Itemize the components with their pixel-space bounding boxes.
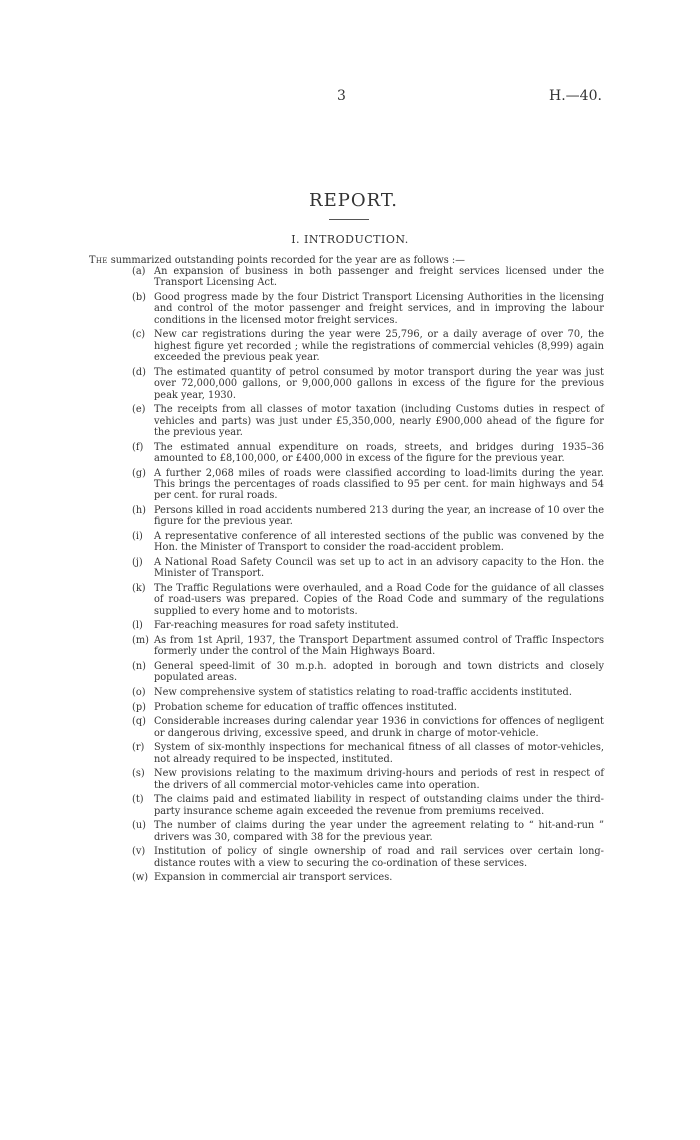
list-item-text: Probation scheme for education of traffic offences instituted. <box>154 701 458 713</box>
list-item <box>132 266 604 289</box>
list-item-marker: (g) <box>132 467 146 479</box>
section-heading: I. INTRODUCTION. <box>291 233 409 246</box>
list-item-marker: (v) <box>132 846 146 858</box>
list-item-text: As from 1st April, 1937, the Transport Department assumed control of Traffic Inspectors formerly under the control of the Main Highways Board. <box>154 635 604 658</box>
report-title: REPORT. <box>309 190 398 211</box>
list-item-marker: (c) <box>132 329 146 341</box>
list-item <box>132 794 604 817</box>
list-item-marker: (k) <box>132 583 146 595</box>
list-item-text: The claims paid and estimated liability in respect of outstanding claims under the third-party insurance scheme again exceeded the revenue from premiums received. <box>154 794 604 817</box>
list-item-text: Far-reaching measures for road safety instituted. <box>154 620 399 632</box>
list-item <box>132 846 604 869</box>
list-item-text: A representative conference of all interested sections of the public was convened by the Hon. the Minister of Transport to consider the road-accident problem. <box>154 531 604 554</box>
list-item-text: General speed-limit of 30 m.p.h. adopted in borough and town districts and closely populated areas. <box>154 661 604 684</box>
list-item <box>132 404 604 438</box>
list-item-text: Considerable increases during calendar year 1936 in convictions for offences of negligent or dangerous driving, excessive speed, and drunk in charge of motor-vehicle. <box>154 716 604 739</box>
list-item-marker: (m) <box>132 635 149 647</box>
list-item <box>132 620 604 631</box>
list-item-text: The number of claims during the year under the agreement relating to “ hit-and-run ” drivers was 30, compared with 38 for the previous year. <box>154 820 604 843</box>
list-item <box>132 661 604 684</box>
list-item-marker: (n) <box>132 661 146 673</box>
list-item <box>132 442 604 465</box>
list-item-marker: (o) <box>132 687 146 699</box>
list-item-text: Persons killed in road accidents numbered 213 during the year, an increase of 10 over the figure for the previous year. <box>154 505 604 528</box>
list-item-marker: (a) <box>132 266 146 277</box>
list-item-marker: (t) <box>132 794 144 806</box>
summary-points-list <box>132 266 604 887</box>
intro-lead-word: The <box>89 255 108 266</box>
list-item-text: A further 2,068 miles of roads were classified according to load-limits during the year. This brings the percentages of roads classified to 95 per cent. for main highways and 54 per cent. for rural roads. <box>154 467 604 502</box>
list-item-text: Expansion in commercial air transport services. <box>154 872 393 884</box>
list-item <box>132 557 604 580</box>
list-item-marker: (r) <box>132 742 145 754</box>
list-item <box>132 820 604 843</box>
list-item-marker: (j) <box>132 557 143 569</box>
list-item <box>132 768 604 791</box>
list-item-text: The estimated quantity of petrol consumed by motor transport during the year was just over 72,000,000 gallons, or 9,000,000 gallons in excess of the figure for the previous peak year, 1930. <box>154 366 604 401</box>
list-item-marker: (s) <box>132 768 145 780</box>
list-item <box>132 292 604 326</box>
list-item-marker: (q) <box>132 716 146 728</box>
list-item-text: A National Road Safety Council was set up to act in an advisory capacity to the Hon. the Minister of Transport. <box>154 557 604 580</box>
list-item <box>132 742 604 765</box>
list-item <box>132 687 604 698</box>
list-item-text: New provisions relating to the maximum driving-hours and periods of rest in respect of the drivers of all commercial motor-vehicles came into operation. <box>154 768 604 791</box>
list-item <box>132 468 604 502</box>
list-item <box>132 329 604 363</box>
list-item-marker: (b) <box>132 292 146 303</box>
list-item <box>132 583 604 617</box>
intro-text: summarized outstanding points recorded for the year are as follows :— <box>110 255 465 266</box>
list-item-text: New comprehensive system of statistics relating to road-traffic accidents instituted. <box>154 687 572 699</box>
list-item-marker: (u) <box>132 820 146 832</box>
list-item <box>132 702 604 713</box>
list-item <box>132 635 604 658</box>
list-item <box>132 367 604 401</box>
list-item <box>132 872 604 883</box>
list-item-text: The estimated annual expenditure on roads, streets, and bridges during 1935–36 amounted to £8,100,000, or £400,000 in excess of the figure for the previous year. <box>154 441 604 465</box>
list-item-marker: (h) <box>132 505 146 517</box>
list-item-text: Good progress made by the four District Transport Licensing Authorities in the licensing and control of the motor passenger and freight services, and in improving the labour conditions in the licensed motor freight services. <box>154 292 604 326</box>
list-item-marker: (i) <box>132 531 143 543</box>
document-reference: H.—40. <box>549 88 602 104</box>
list-item <box>132 716 604 739</box>
list-item-text: The Traffic Regulations were overhauled, and a Road Code for the guidance of all classes of road-users was prepared. Copies of the Road Code and summary of the regulations supplied to every home and to motorists. <box>154 583 604 617</box>
list-item <box>132 531 604 554</box>
list-item-marker: (l) <box>132 620 143 632</box>
list-item-marker: (e) <box>132 404 146 416</box>
list-item-text: System of six-monthly inspections for mechanical fitness of all classes of motor-vehicles, not already required to be inspected, instituted. <box>154 742 604 765</box>
list-item-marker: (d) <box>132 366 146 378</box>
list-item-marker: (f) <box>132 441 144 453</box>
page-number: 3 <box>337 88 346 104</box>
list-item-marker: (w) <box>132 872 149 884</box>
list-item-text: New car registrations during the year were 25,796, or a daily average of over 70, the highest figure yet recorded ; while the registrations of commercial vehicles (8,999) again exceeded the previous peak year. <box>154 329 604 364</box>
list-item-text: The receipts from all classes of motor taxation (including Customs duties in respect of vehicles and parts) was just under £5,350,000, nearly £900,000 ahead of the figure for the previous year. <box>154 404 604 439</box>
list-item-text: Institution of policy of single ownership of road and rail services over certain long-distance routes with a view to securing the co-ordination of these services. <box>154 846 604 869</box>
list-item <box>132 505 604 528</box>
list-item-text: An expansion of business in both passenger and freight services licensed under the Transport Licensing Act. <box>154 266 604 289</box>
title-divider <box>329 219 369 220</box>
list-item-marker: (p) <box>132 701 146 713</box>
